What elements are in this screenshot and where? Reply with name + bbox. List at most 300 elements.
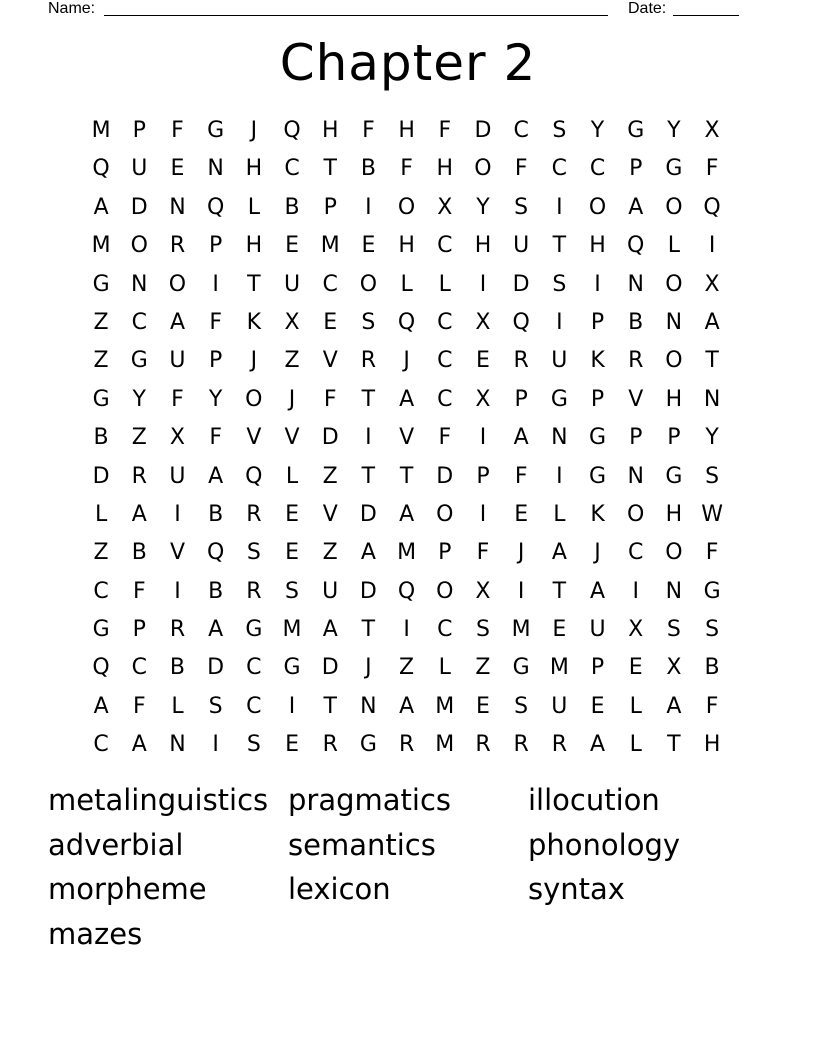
grid-letter: M	[435, 732, 455, 758]
grid-letter: P	[629, 156, 643, 182]
grid-letter: F	[514, 463, 528, 489]
grid-letter: A	[590, 578, 606, 604]
grid-letter: B	[208, 501, 224, 527]
grid-letter: O	[168, 271, 187, 297]
grid-letter: S	[208, 693, 223, 719]
grid-letter: I	[212, 271, 219, 297]
grid-letter: S	[514, 194, 529, 220]
grid-letter: F	[171, 118, 184, 143]
grid-letter: Q	[627, 233, 645, 259]
grid-letter: T	[361, 617, 376, 643]
date-blank-line	[673, 15, 739, 16]
grid-letter: U	[551, 693, 568, 719]
grid-letter: V	[322, 501, 338, 527]
grid-letter: O	[474, 156, 492, 182]
grid-letter: A	[131, 501, 147, 527]
letter-grid	[82, 112, 732, 765]
word-list-item: morpheme	[48, 872, 207, 907]
word-list-item: lexicon	[288, 872, 391, 907]
grid-letter: G	[130, 348, 148, 374]
grid-letter: G	[589, 425, 607, 451]
grid-row	[82, 112, 732, 150]
grid-letter: K	[246, 309, 262, 335]
grid-letter: D	[321, 425, 339, 451]
grid-letter: V	[246, 425, 262, 451]
grid-letter: U	[131, 156, 148, 182]
word-list	[48, 778, 768, 956]
word-list-item: syntax	[528, 872, 625, 907]
grid-letter: P	[132, 118, 146, 143]
grid-letter: J	[250, 118, 258, 143]
grid-letter: G	[550, 386, 568, 412]
grid-letter: R	[169, 617, 186, 643]
grid-letter: F	[209, 425, 222, 451]
grid-letter: F	[323, 386, 337, 412]
grid-row	[82, 573, 732, 611]
grid-letter: F	[438, 118, 452, 143]
grid-letter: B	[704, 655, 720, 681]
grid-letter: P	[132, 617, 146, 643]
grid-letter: I	[479, 501, 487, 527]
grid-letter: A	[208, 463, 224, 489]
grid-letter: B	[208, 578, 224, 604]
grid-letter: L	[629, 732, 642, 758]
grid-letter: S	[552, 118, 567, 143]
grid-letter: Q	[397, 309, 416, 335]
grid-letter: O	[436, 501, 454, 527]
grid-letter: B	[284, 194, 300, 220]
grid-letter: P	[590, 309, 605, 335]
grid-letter: F	[132, 578, 146, 604]
grid-letter: E	[285, 732, 299, 758]
grid-letter: A	[322, 617, 338, 643]
grid-row	[82, 150, 732, 188]
grid-row	[82, 266, 732, 304]
grid-letter: B	[628, 309, 644, 335]
grid-letter: C	[589, 156, 606, 182]
word-list-item: mazes	[48, 916, 143, 951]
grid-letter: I	[479, 425, 487, 451]
grid-letter: Z	[284, 348, 300, 374]
grid-letter: X	[666, 655, 682, 681]
grid-letter: C	[437, 309, 453, 335]
grid-letter: Y	[132, 386, 146, 412]
grid-letter: C	[437, 233, 453, 259]
grid-letter: E	[170, 156, 185, 182]
grid-letter: O	[397, 194, 416, 220]
grid-letter: H	[245, 233, 263, 259]
grid-letter: H	[436, 156, 454, 182]
grid-letter: Q	[245, 463, 263, 489]
grid-row	[82, 381, 732, 419]
grid-letter: D	[474, 118, 492, 143]
grid-letter: R	[551, 732, 567, 758]
grid-letter: D	[436, 463, 454, 489]
grid-letter: F	[362, 118, 375, 143]
grid-letter: T	[361, 386, 376, 412]
grid-letter: N	[703, 386, 721, 412]
grid-letter: M	[320, 233, 340, 259]
grid-letter: L	[438, 655, 451, 681]
grid-letter: L	[94, 501, 108, 527]
grid-letter: P	[514, 386, 528, 412]
grid-letter: F	[705, 156, 719, 182]
grid-letter: X	[628, 617, 644, 643]
grid-letter: A	[360, 540, 376, 566]
grid-letter: N	[665, 309, 683, 335]
page-title: Chapter 2	[279, 34, 537, 92]
grid-row	[82, 649, 732, 687]
grid-letter: Z	[322, 463, 338, 489]
grid-letter: P	[209, 233, 223, 259]
grid-letter: E	[514, 501, 529, 527]
grid-letter: P	[629, 425, 643, 451]
grid-letter: I	[365, 425, 372, 451]
grid-letter: H	[398, 118, 415, 143]
grid-letter: I	[403, 617, 410, 643]
grid-letter: V	[284, 425, 300, 451]
grid-letter: H	[665, 386, 683, 412]
grid-letter: N	[207, 156, 224, 182]
grid-letter: R	[513, 732, 529, 758]
grid-letter: I	[708, 233, 716, 259]
grid-letter: K	[590, 348, 605, 374]
grid-letter: C	[246, 655, 262, 681]
grid-letter: D	[359, 578, 377, 604]
grid-letter: I	[212, 732, 219, 758]
grid-letter: B	[131, 540, 147, 566]
grid-letter: V	[399, 425, 415, 451]
grid-letter: Z	[475, 655, 491, 681]
grid-letter: J	[365, 655, 372, 681]
grid-letter: Z	[93, 540, 109, 566]
word-list-item: metalinguistics	[48, 783, 269, 817]
grid-letter: V	[169, 540, 185, 566]
grid-letter: C	[437, 348, 453, 374]
grid-letter: Z	[93, 309, 109, 335]
grid-letter: A	[93, 194, 109, 220]
grid-letter: C	[284, 156, 300, 182]
grid-letter: G	[92, 271, 110, 297]
grid-letter: F	[514, 156, 528, 182]
grid-letter: N	[627, 271, 644, 297]
grid-letter: A	[590, 732, 606, 758]
grid-letter: P	[476, 463, 490, 489]
grid-letter: H	[665, 501, 683, 527]
grid-letter: R	[169, 233, 186, 259]
grid-letter: T	[361, 463, 376, 489]
grid-letter: H	[398, 233, 415, 259]
grid-letter: C	[93, 732, 109, 758]
grid-letter: L	[171, 693, 184, 719]
grid-letter: A	[704, 309, 720, 335]
grid-letter: R	[475, 732, 491, 758]
grid-letter: U	[169, 463, 186, 489]
grid-letter: P	[667, 425, 681, 451]
grid-letter: I	[288, 693, 296, 719]
grid-letter: G	[207, 118, 225, 143]
grid-letter: S	[705, 463, 720, 489]
grid-letter: Q	[397, 578, 416, 604]
grid-letter: F	[171, 386, 184, 412]
grid-letter: M	[435, 693, 455, 719]
grid-letter: O	[665, 540, 683, 566]
grid-letter: J	[594, 540, 601, 566]
grid-letter: S	[246, 540, 261, 566]
grid-letter: P	[438, 540, 452, 566]
grid-letter: S	[475, 617, 490, 643]
grid-letter: G	[627, 118, 645, 143]
grid-letter: R	[360, 348, 377, 374]
grid-letter: X	[704, 118, 720, 143]
grid-letter: Q	[283, 118, 301, 143]
grid-letter: G	[665, 463, 683, 489]
grid-letter: U	[551, 348, 568, 374]
name-blank-line	[104, 15, 608, 16]
grid-letter: A	[208, 617, 224, 643]
grid-letter: M	[511, 617, 531, 643]
grid-letter: Y	[590, 118, 605, 143]
grid-letter: T	[705, 348, 719, 374]
grid-letter: G	[92, 617, 110, 643]
grid-letter: C	[437, 617, 453, 643]
grid-letter: M	[549, 655, 569, 681]
grid-letter: R	[628, 348, 644, 374]
grid-letter: O	[665, 348, 683, 374]
grid-letter: L	[285, 463, 299, 489]
grid-letter: L	[667, 233, 681, 259]
grid-letter: X	[475, 578, 491, 604]
grid-letter: R	[398, 732, 415, 758]
grid-letter: L	[629, 693, 642, 719]
grid-letter: A	[399, 693, 415, 719]
grid-letter: G	[589, 463, 607, 489]
grid-letter: G	[359, 732, 377, 758]
grid-letter: I	[174, 578, 181, 604]
grid-letter: E	[285, 540, 299, 566]
grid-letter: D	[92, 463, 110, 489]
grid-letter: E	[552, 617, 567, 643]
grid-letter: X	[437, 194, 453, 220]
grid-letter: G	[245, 617, 263, 643]
grid-letter: L	[247, 194, 260, 220]
grid-letter: O	[627, 501, 645, 527]
grid-letter: L	[438, 271, 451, 297]
grid-letter: O	[245, 386, 263, 412]
grid-letter: C	[131, 309, 147, 335]
grid-letter: T	[323, 693, 337, 719]
grid-letter: M	[397, 540, 417, 566]
grid-letter: H	[245, 156, 263, 182]
grid-letter: F	[705, 540, 719, 566]
grid-letter: H	[474, 233, 492, 259]
grid-letter: V	[628, 386, 644, 412]
grid-letter: I	[365, 194, 372, 220]
grid-letter: X	[475, 386, 491, 412]
grid-letter: G	[665, 156, 683, 182]
grid-letter: S	[666, 617, 681, 643]
grid-letter: C	[131, 655, 147, 681]
grid-letter: X	[169, 425, 185, 451]
grid-letter: Q	[92, 156, 110, 182]
grid-letter: I	[517, 578, 525, 604]
grid-letter: U	[283, 271, 301, 297]
grid-row	[82, 611, 732, 649]
grid-letter: G	[703, 578, 721, 604]
grid-letter: P	[323, 194, 337, 220]
grid-letter: M	[91, 233, 111, 259]
grid-letter: Q	[703, 194, 721, 220]
grid-letter: C	[628, 540, 644, 566]
grid-letter: O	[130, 233, 148, 259]
grid-letter: N	[360, 693, 377, 719]
date-label: Date:	[628, 0, 667, 17]
grid-letter: S	[246, 732, 261, 758]
grid-letter: G	[283, 655, 301, 681]
grid-letter: C	[513, 118, 529, 143]
grid-letter: H	[589, 233, 606, 259]
grid-letter: T	[667, 732, 681, 758]
grid-letter: C	[551, 156, 568, 182]
grid-letter: Q	[512, 309, 530, 335]
grid-letter: R	[513, 348, 529, 374]
grid-letter: T	[247, 271, 261, 297]
grid-letter: A	[93, 693, 109, 719]
grid-row	[82, 726, 732, 764]
grid-letter: T	[552, 233, 567, 259]
word-list-item: illocution	[528, 783, 660, 817]
grid-letter: I	[632, 578, 639, 604]
grid-letter: Z	[399, 655, 415, 681]
grid-letter: Y	[476, 194, 490, 220]
grid-letter: A	[399, 501, 415, 527]
grid-letter: Z	[93, 348, 109, 374]
grid-letter: W	[701, 501, 723, 527]
grid-letter: M	[91, 118, 111, 143]
grid-letter: U	[589, 617, 606, 643]
grid-letter: D	[130, 194, 148, 220]
grid-letter: U	[169, 348, 186, 374]
grid-letter: E	[476, 348, 490, 374]
grid-letter: C	[93, 578, 109, 604]
grid-letter: E	[285, 501, 299, 527]
grid-letter: S	[361, 309, 376, 335]
grid-letter: K	[590, 501, 605, 527]
grid-letter: H	[321, 118, 339, 143]
name-label: Name:	[48, 0, 96, 17]
grid-letter: I	[556, 463, 563, 489]
grid-letter: E	[285, 233, 299, 259]
grid-row	[82, 419, 732, 457]
grid-letter: E	[628, 655, 643, 681]
grid-letter: I	[174, 501, 181, 527]
grid-letter: O	[436, 578, 454, 604]
grid-letter: D	[359, 501, 377, 527]
grid-letter: M	[282, 617, 302, 643]
grid-letter: J	[403, 348, 410, 374]
grid-letter: A	[628, 194, 644, 220]
grid-letter: J	[288, 386, 296, 412]
grid-letter: A	[666, 693, 682, 719]
grid-letter: Y	[208, 386, 223, 412]
grid-letter: N	[169, 732, 186, 758]
grid-letter: S	[705, 617, 720, 643]
grid-row	[82, 342, 732, 380]
grid-letter: Q	[206, 540, 225, 566]
grid-letter: I	[594, 271, 601, 297]
grid-letter: I	[556, 194, 563, 220]
grid-letter: H	[703, 732, 721, 758]
grid-letter: V	[322, 348, 338, 374]
grid-letter: R	[131, 463, 147, 489]
grid-row	[82, 189, 732, 227]
grid-letter: Z	[322, 540, 338, 566]
grid-letter: B	[169, 655, 186, 681]
grid-letter: A	[513, 425, 529, 451]
grid-letter: Y	[667, 118, 681, 143]
grid-letter: E	[323, 309, 338, 335]
word-list-item: semantics	[288, 827, 436, 862]
grid-letter: E	[361, 233, 376, 259]
grid-letter: N	[169, 194, 186, 220]
grid-letter: E	[590, 693, 605, 719]
grid-letter: A	[169, 309, 185, 335]
grid-letter: R	[246, 501, 262, 527]
grid-letter: I	[479, 271, 487, 297]
word-list-item: phonology	[528, 827, 681, 862]
word-list-item: adverbial	[48, 827, 184, 862]
grid-row	[82, 304, 732, 342]
grid-letter: F	[209, 309, 222, 335]
grid-letter: S	[285, 578, 300, 604]
grid-row	[82, 496, 732, 534]
grid-letter: T	[323, 156, 337, 182]
grid-row	[82, 458, 732, 496]
grid-letter: S	[552, 271, 567, 297]
grid-letter: S	[514, 693, 529, 719]
grid-letter: B	[360, 156, 376, 182]
grid-letter: Z	[131, 425, 147, 451]
grid-letter: O	[665, 194, 683, 220]
grid-letter: G	[512, 655, 530, 681]
grid-letter: D	[321, 655, 339, 681]
grid-letter: F	[476, 540, 490, 566]
grid-letter: D	[512, 271, 530, 297]
grid-letter: F	[132, 693, 146, 719]
grid-letter: E	[476, 693, 490, 719]
grid-letter: U	[513, 233, 530, 259]
grid-letter: C	[437, 386, 453, 412]
grid-letter: Q	[92, 655, 110, 681]
grid-letter: L	[553, 501, 566, 527]
grid-letter: O	[665, 271, 683, 297]
grid-letter: F	[438, 425, 452, 451]
grid-letter: N	[665, 578, 683, 604]
grid-letter: T	[399, 463, 414, 489]
grid-letter: A	[131, 732, 147, 758]
grid-letter: P	[590, 655, 605, 681]
grid-letter: C	[322, 271, 338, 297]
grid-letter: A	[399, 386, 415, 412]
grid-letter: N	[131, 271, 148, 297]
grid-letter: R	[246, 578, 262, 604]
grid-letter: D	[207, 655, 225, 681]
grid-letter: F	[400, 156, 413, 182]
header-fields	[48, 0, 748, 20]
grid-letter: N	[551, 425, 568, 451]
grid-letter: J	[517, 540, 525, 566]
grid-row	[82, 227, 732, 265]
